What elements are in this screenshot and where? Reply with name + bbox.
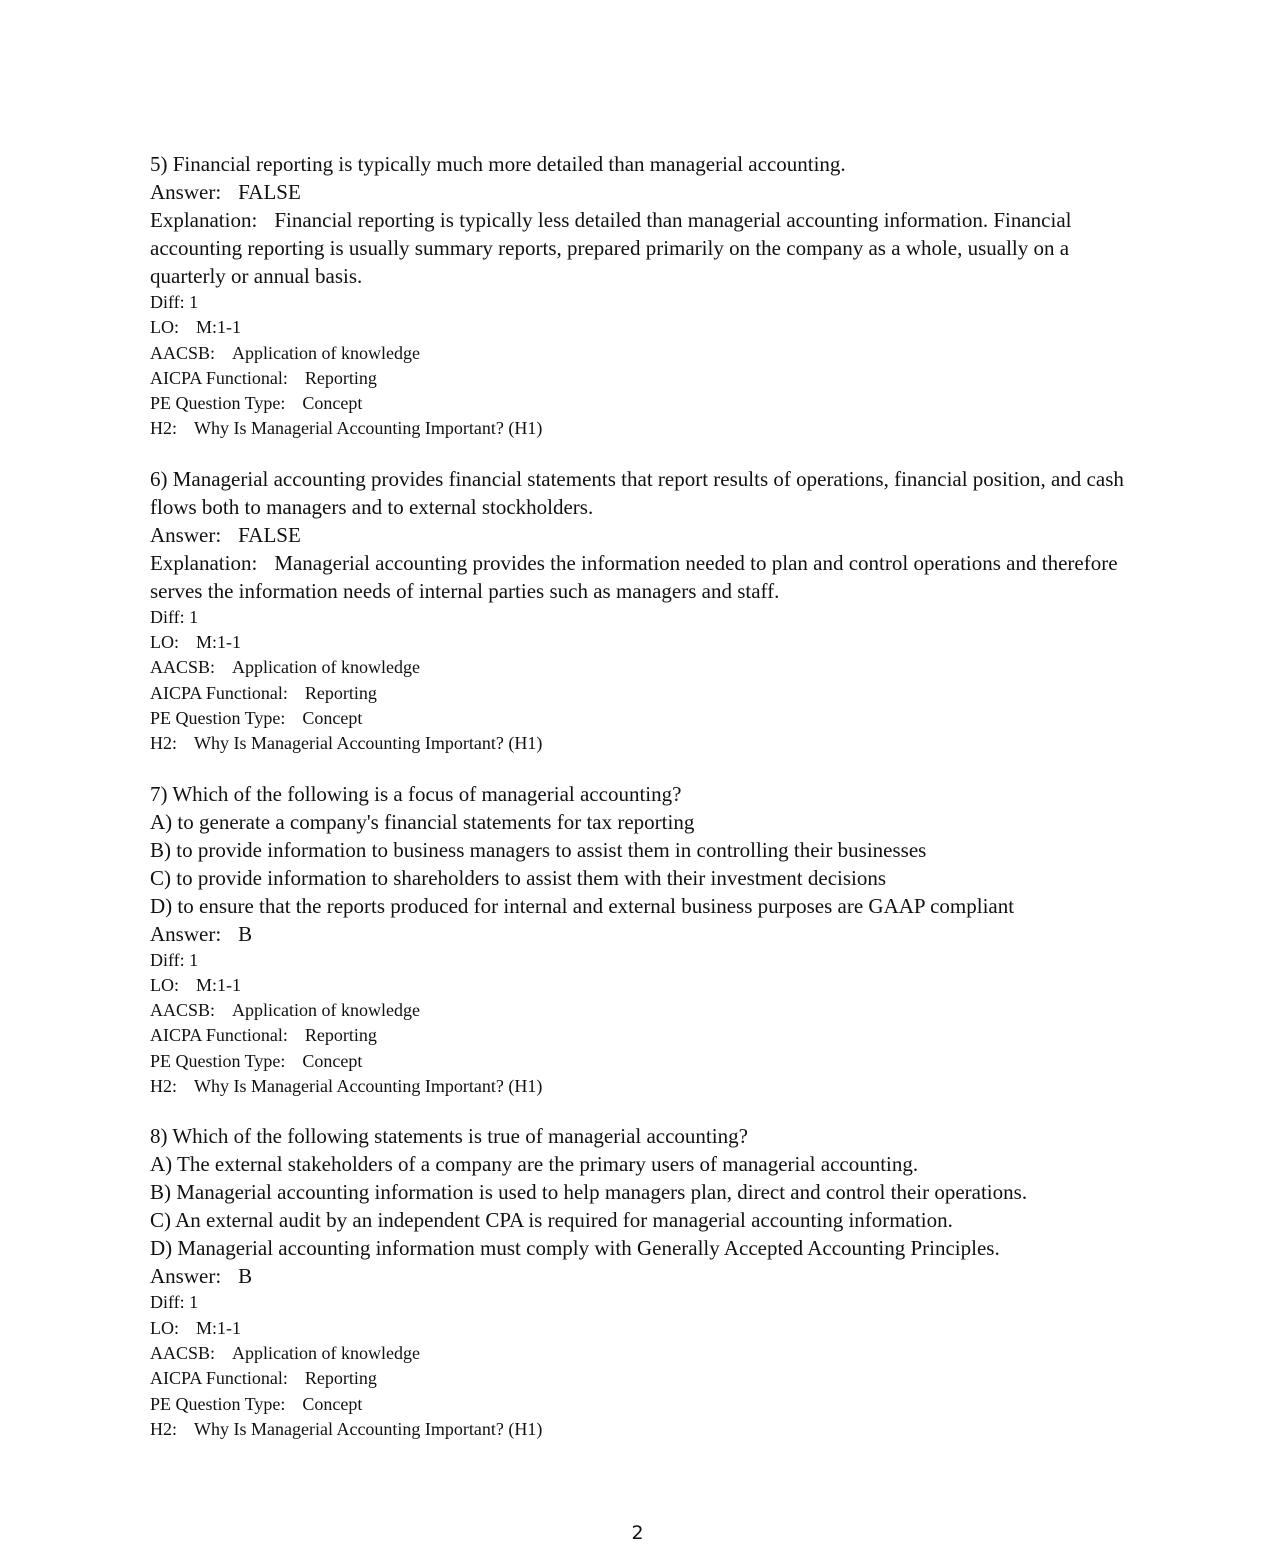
lo-value: M:1-1: [196, 317, 241, 338]
option-c: C) An external audit by an independent CPA is required for managerial accounting information.: [150, 1208, 953, 1233]
h2-label: H2:: [150, 733, 177, 754]
difficulty: Diff: 1: [150, 606, 199, 627]
lo-value: M:1-1: [196, 632, 241, 653]
explanation-text: Financial reporting is typically less detailed than managerial accounting information. Financial accounting reporting is usually summary reports, prepared primarily on the company as a whole, usually on a quarterly or annual basis.: [150, 208, 1072, 288]
option-c: C) to provide information to shareholders to assist them with their investment decisions: [150, 865, 887, 890]
pe-question-type: [150, 1392, 1130, 1417]
answer-label: Answer:: [150, 921, 222, 946]
explanation: [150, 206, 1130, 290]
aacsb: [150, 341, 1130, 366]
aicpa-label: AICPA Functional:: [150, 682, 288, 703]
option-d: D) Managerial accounting information must comply with Generally Accepted Accounting Principles.: [150, 1236, 1000, 1261]
option-b: B) to provide information to business managers to assist them in controlling their businesses: [150, 837, 927, 862]
answer-value: FALSE: [238, 522, 301, 547]
h2-heading: [150, 416, 1130, 441]
aicpa-label: AICPA Functional:: [150, 367, 288, 388]
explanation: [150, 549, 1130, 605]
lo-value: M:1-1: [196, 1317, 241, 1338]
aicpa-value: Reporting: [304, 367, 377, 388]
h2-label: H2:: [150, 418, 177, 439]
aicpa-functional: [150, 366, 1130, 391]
aicpa-functional: [150, 1023, 1130, 1048]
h2-heading: [150, 731, 1130, 756]
aacsb-label: AACSB:: [150, 1000, 216, 1021]
answer-line: [150, 178, 1130, 206]
h2-heading: [150, 1417, 1130, 1442]
aicpa-label: AICPA Functional:: [150, 1368, 288, 1389]
aicpa-value: Reporting: [304, 1025, 377, 1046]
answer-label: Answer:: [150, 180, 222, 204]
answer-value: FALSE: [238, 180, 301, 204]
answer-line: [150, 1262, 1130, 1290]
pe-question-type: [150, 391, 1130, 416]
learning-objective: [150, 315, 1130, 340]
pe-value: Concept: [302, 707, 363, 728]
lo-value: M:1-1: [196, 974, 241, 995]
lo-label: LO:: [150, 1317, 179, 1338]
lo-label: LO:: [150, 317, 179, 338]
option-a: A) to generate a company's financial statements for tax reporting: [150, 809, 695, 834]
question-prompt: 5) Financial reporting is typically much more detailed than managerial accounting.: [150, 152, 846, 176]
page-number: 2: [631, 1522, 644, 1544]
pe-question-type: [150, 706, 1130, 731]
answer-line: [150, 920, 1130, 948]
pe-label: PE Question Type:: [150, 1050, 286, 1071]
aacsb-label: AACSB:: [150, 1342, 216, 1363]
lo-label: LO:: [150, 632, 179, 653]
h2-label: H2:: [150, 1418, 177, 1439]
question-prompt: 7) Which of the following is a focus of managerial accounting?: [150, 781, 682, 806]
answer-line: [150, 521, 1130, 549]
explanation-text: Managerial accounting provides the information needed to plan and control operations and therefore serves the information needs of internal parties such as managers and staff.: [150, 550, 1118, 603]
question-7: [150, 780, 1130, 1100]
option-b: B) Managerial accounting information is used to help managers plan, direct and control their operations.: [150, 1180, 1028, 1205]
pe-value: Concept: [302, 1050, 363, 1071]
aicpa-value: Reporting: [304, 1368, 377, 1389]
answer-value: B: [238, 1264, 253, 1289]
aicpa-value: Reporting: [304, 682, 377, 703]
learning-objective: [150, 973, 1130, 998]
aicpa-label: AICPA Functional:: [150, 1025, 288, 1046]
pe-label: PE Question Type:: [150, 1393, 286, 1414]
difficulty: Diff: 1: [150, 1292, 199, 1313]
pe-value: Concept: [302, 393, 363, 414]
option-a: A) The external stakeholders of a company are the primary users of managerial accounting.: [150, 1152, 919, 1177]
h2-value: Why Is Managerial Accounting Important? (H1): [194, 418, 543, 439]
h2-value: Why Is Managerial Accounting Important? (H1): [194, 733, 543, 754]
question-prompt: 8) Which of the following statements is true of managerial accounting?: [150, 1124, 748, 1149]
question-5: [150, 150, 1130, 442]
learning-objective: [150, 630, 1130, 655]
answer-label: Answer:: [150, 1264, 222, 1289]
explanation-label: Explanation:: [150, 550, 258, 575]
aacsb-value: Application of knowledge: [232, 657, 420, 678]
aacsb: [150, 1341, 1130, 1366]
difficulty: Diff: 1: [150, 292, 199, 312]
explanation-label: Explanation:: [150, 208, 258, 232]
question-prompt: 6) Managerial accounting provides financial statements that report results of operations, financial position, and cash flows both to managers and to external stockholders.: [150, 466, 1124, 519]
aacsb-value: Application of knowledge: [232, 1000, 420, 1021]
h2-value: Why Is Managerial Accounting Important? (H1): [194, 1076, 543, 1097]
answer-label: Answer:: [150, 522, 222, 547]
question-6: [150, 465, 1130, 757]
pe-value: Concept: [302, 1393, 363, 1414]
aacsb-label: AACSB:: [150, 657, 216, 678]
pe-question-type: [150, 1049, 1130, 1074]
h2-heading: [150, 1074, 1130, 1099]
aacsb-label: AACSB:: [150, 342, 216, 363]
lo-label: LO:: [150, 974, 179, 995]
answer-value: B: [238, 921, 253, 946]
document-page: [150, 150, 1130, 1465]
pe-label: PE Question Type:: [150, 707, 286, 728]
difficulty: Diff: 1: [150, 949, 199, 970]
h2-value: Why Is Managerial Accounting Important? (H1): [194, 1418, 543, 1439]
aicpa-functional: [150, 681, 1130, 706]
aacsb: [150, 998, 1130, 1023]
aacsb-value: Application of knowledge: [232, 342, 420, 363]
option-d: D) to ensure that the reports produced for internal and external business purposes are GAAP compliant: [150, 893, 1015, 918]
aicpa-functional: [150, 1366, 1130, 1391]
pe-label: PE Question Type:: [150, 393, 286, 414]
h2-label: H2:: [150, 1076, 177, 1097]
question-8: [150, 1122, 1130, 1442]
aacsb-value: Application of knowledge: [232, 1342, 420, 1363]
aacsb: [150, 655, 1130, 680]
learning-objective: [150, 1316, 1130, 1341]
